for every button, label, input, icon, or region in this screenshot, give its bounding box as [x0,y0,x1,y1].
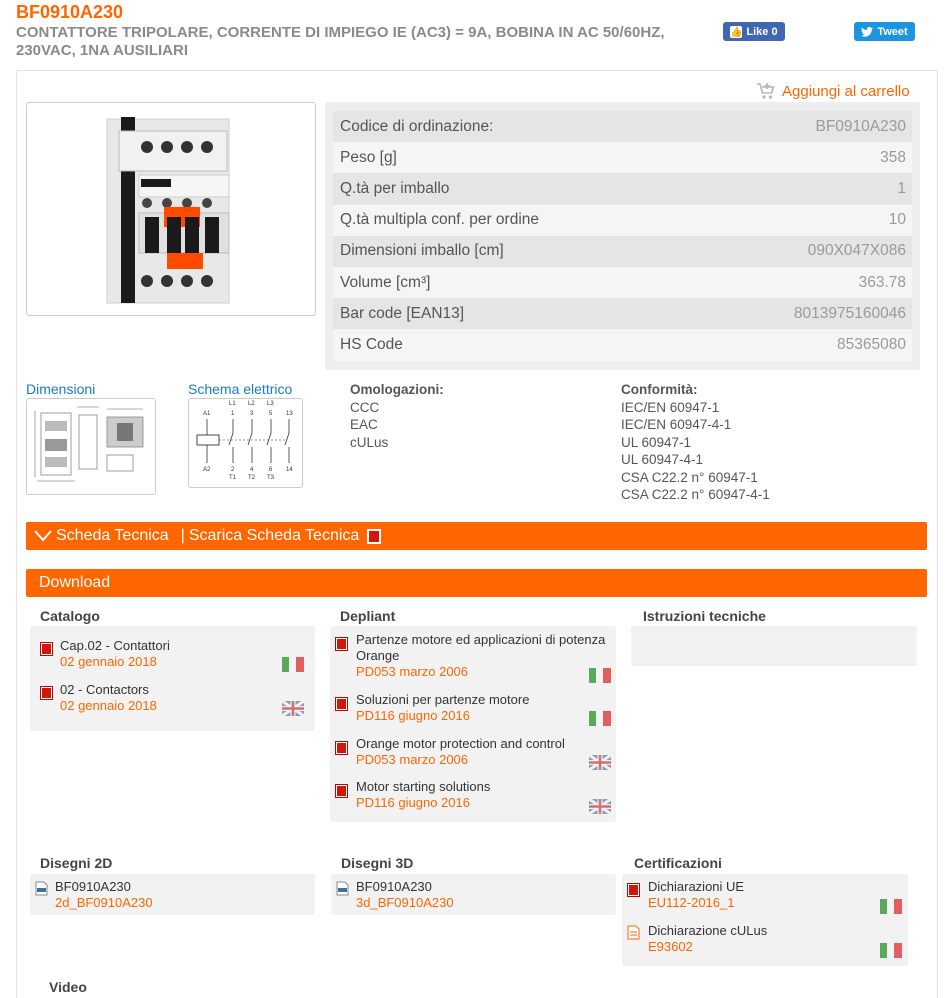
omologazioni-section [350,381,444,451]
spec-value: 1 [897,179,906,197]
scheda-tecnica-bar[interactable] [26,522,927,550]
dimensions-link[interactable]: Dimensioni [26,381,96,397]
schema-label: 13 [286,411,293,417]
conformita-item: IEC/EN 60947-4-1 [621,417,732,432]
schema-label: T2 [248,475,256,481]
spec-row [333,173,912,204]
doc-file: 2d_BF0910A230 [55,895,153,910]
schema-label: L2 [248,401,255,407]
doc-name[interactable]: 02 - Contactors [60,682,149,697]
download-scheda-link[interactable]: Scarica Scheda Tecnica [188,527,360,544]
disegni3d-item[interactable] [356,879,454,911]
schema-label: T3 [267,475,275,481]
certificazione-item[interactable] [648,879,744,911]
add-to-cart-link[interactable] [756,82,910,100]
doc-name[interactable]: Dichiarazioni UE [648,879,745,894]
doc-name[interactable]: Motor starting solutions [356,779,491,794]
spec-label: HS Code [340,335,403,353]
doc-date: PD116 giugno 2016 [356,795,470,810]
flag-uk-icon [589,799,611,814]
schema-label: 6 [269,467,273,473]
conformita-item: IEC/EN 60947-1 [621,399,720,415]
spec-value: 8013975160046 [793,304,906,322]
doc-file: 3d_BF0910A230 [356,895,454,910]
schema-link[interactable]: Schema elettrico [188,381,293,397]
conformita-section [621,381,770,504]
tweet-button[interactable] [854,22,915,41]
depliant-item[interactable] [356,632,611,680]
catalogo-item[interactable] [60,638,170,670]
doc-date: 02 gennaio 2018 [60,698,157,713]
depliant-item[interactable] [356,736,565,768]
schema-label: 4 [250,467,254,473]
certificate-file-icon[interactable] [627,925,640,940]
spec-label: Dimensioni imballo [cm] [340,242,504,260]
scheda-tecnica-label[interactable]: Scheda Tecnica [56,527,169,544]
add-to-cart-label: Aggiungi al carrello [782,82,910,100]
spec-row [333,267,912,298]
spec-label: Bar code [EAN13] [340,304,465,322]
pdf-icon[interactable] [367,529,381,544]
facebook-like-button[interactable] [723,22,785,41]
dimensions-thumbnail[interactable] [26,398,156,495]
spec-value: 363.78 [858,273,906,291]
doc-name[interactable]: Dichiarazione cULus [648,923,768,938]
schema-label: A1 [203,411,211,417]
doc-name[interactable]: Cap.02 - Contattori [60,638,170,653]
spec-label: Volume [cm³] [340,273,431,291]
certificazione-item[interactable] [648,923,767,955]
spec-value: BF0910A230 [815,117,906,135]
flag-uk-icon [589,755,611,770]
catalogo-item[interactable] [60,682,157,714]
istruzioni-title: Istruzioni tecniche [643,608,766,624]
depliant-item[interactable] [356,692,529,724]
spec-value: 358 [880,148,906,166]
doc-name[interactable]: Orange motor protection and control [356,736,565,751]
spec-label: Q.tà multipla conf. per ordine [340,211,540,229]
contactor-photo [27,103,315,315]
doc-date: PD053 marzo 2006 [356,752,469,767]
doc-date: 02 gennaio 2018 [60,654,157,669]
doc-name[interactable]: Soluzioni per partenze motore [356,692,530,707]
omologazioni-title: Omologazioni: [350,382,444,397]
omologazione-item: cULus [350,434,389,450]
spec-row [333,142,912,173]
certificazioni-title: Certificazioni [634,855,722,871]
schema-label: 1 [231,411,235,417]
schema-label: T1 [229,475,237,481]
spec-label: Peso [g] [340,148,397,166]
doc-code: E93602 [648,939,693,954]
cad-file-icon[interactable] [35,881,48,896]
flag-it-icon [589,668,611,683]
schema-label: L1 [229,401,236,407]
depliant-title: Depliant [340,608,396,624]
spec-row [333,298,912,329]
scheda-separator: | [180,527,185,544]
pdf-icon[interactable] [335,741,348,755]
flag-it-icon [880,943,902,958]
doc-date: PD053 marzo 2006 [356,664,469,679]
chevron-down-icon [34,530,52,542]
omologazione-item: EAC [350,417,378,432]
product-code-title: BF0910A230 [16,2,124,22]
pdf-icon[interactable] [335,697,348,711]
cart-icon [756,82,776,100]
spec-row [333,111,912,142]
spec-row [333,205,912,236]
schema-label: 3 [250,411,254,417]
thumbs-up-icon: 👍 [730,26,743,38]
schema-label: 14 [286,467,293,473]
schema-label: 5 [269,411,273,417]
doc-name[interactable]: BF0910A230 [55,879,131,894]
pdf-icon[interactable] [335,784,348,798]
disegni2d-title: Disegni 2D [40,855,113,871]
spec-label: Q.tà per imballo [340,179,450,197]
product-description: CONTATTORE TRIPOLARE, CORRENTE DI IMPIEGO IE (AC3) = 9A, BOBINA IN AC 50/60HZ, 230VAC, 1NA AUSILIARI [16,24,665,59]
spec-row [333,329,912,360]
cad-file-icon[interactable] [336,881,349,896]
spec-row [333,236,912,267]
spec-label: Codice di ordinazione: [340,117,494,135]
spec-value: 10 [888,211,906,229]
pdf-icon[interactable] [627,883,640,897]
dimensions-drawing [27,399,155,494]
schema-label: L3 [267,401,274,407]
doc-code: EU112-2016_1 [648,895,735,910]
conformita-item: CSA C22.2 n° 60947-4-1 [621,487,770,502]
tweet-label: Tweet [877,25,908,38]
conformita-item: CSA C22.2 n° 60947-1 [621,469,758,485]
spec-value: 090X047X086 [807,242,906,260]
pdf-icon[interactable] [335,637,348,651]
doc-name[interactable]: BF0910A230 [356,879,432,894]
like-label: Like 0 [746,25,778,38]
istruzioni-box [631,626,917,666]
flag-it-icon [880,899,902,914]
download-label: Download [39,574,111,591]
twitter-bird-icon [861,27,873,37]
schema-thumbnail[interactable] [188,398,303,488]
doc-date: PD116 giugno 2016 [356,708,470,723]
pdf-icon[interactable] [40,642,53,656]
conformita-item: UL 60947-1 [621,434,692,450]
omologazione-item: CCC [350,399,380,415]
disegni2d-item[interactable] [55,879,153,911]
flag-it-icon [282,657,304,672]
video-title: Video [49,979,87,995]
schema-label: 2 [231,467,235,473]
download-bar[interactable] [26,569,927,597]
catalogo-title: Catalogo [40,608,100,624]
disegni3d-title: Disegni 3D [341,855,414,871]
flag-it-icon [589,711,611,726]
schema-label: A2 [203,467,211,473]
product-image[interactable] [26,102,316,316]
doc-name[interactable]: Partenze motore ed applicazioni di potenza Orange [356,632,606,663]
conformita-title: Conformità: [621,382,698,397]
spec-table [325,102,920,370]
flag-uk-icon [282,701,304,716]
conformita-item: UL 60947-4-1 [621,452,704,467]
spec-value: 85365080 [837,335,906,353]
pdf-icon[interactable] [40,686,53,700]
wiring-diagram [189,399,302,487]
depliant-item[interactable] [356,779,490,811]
